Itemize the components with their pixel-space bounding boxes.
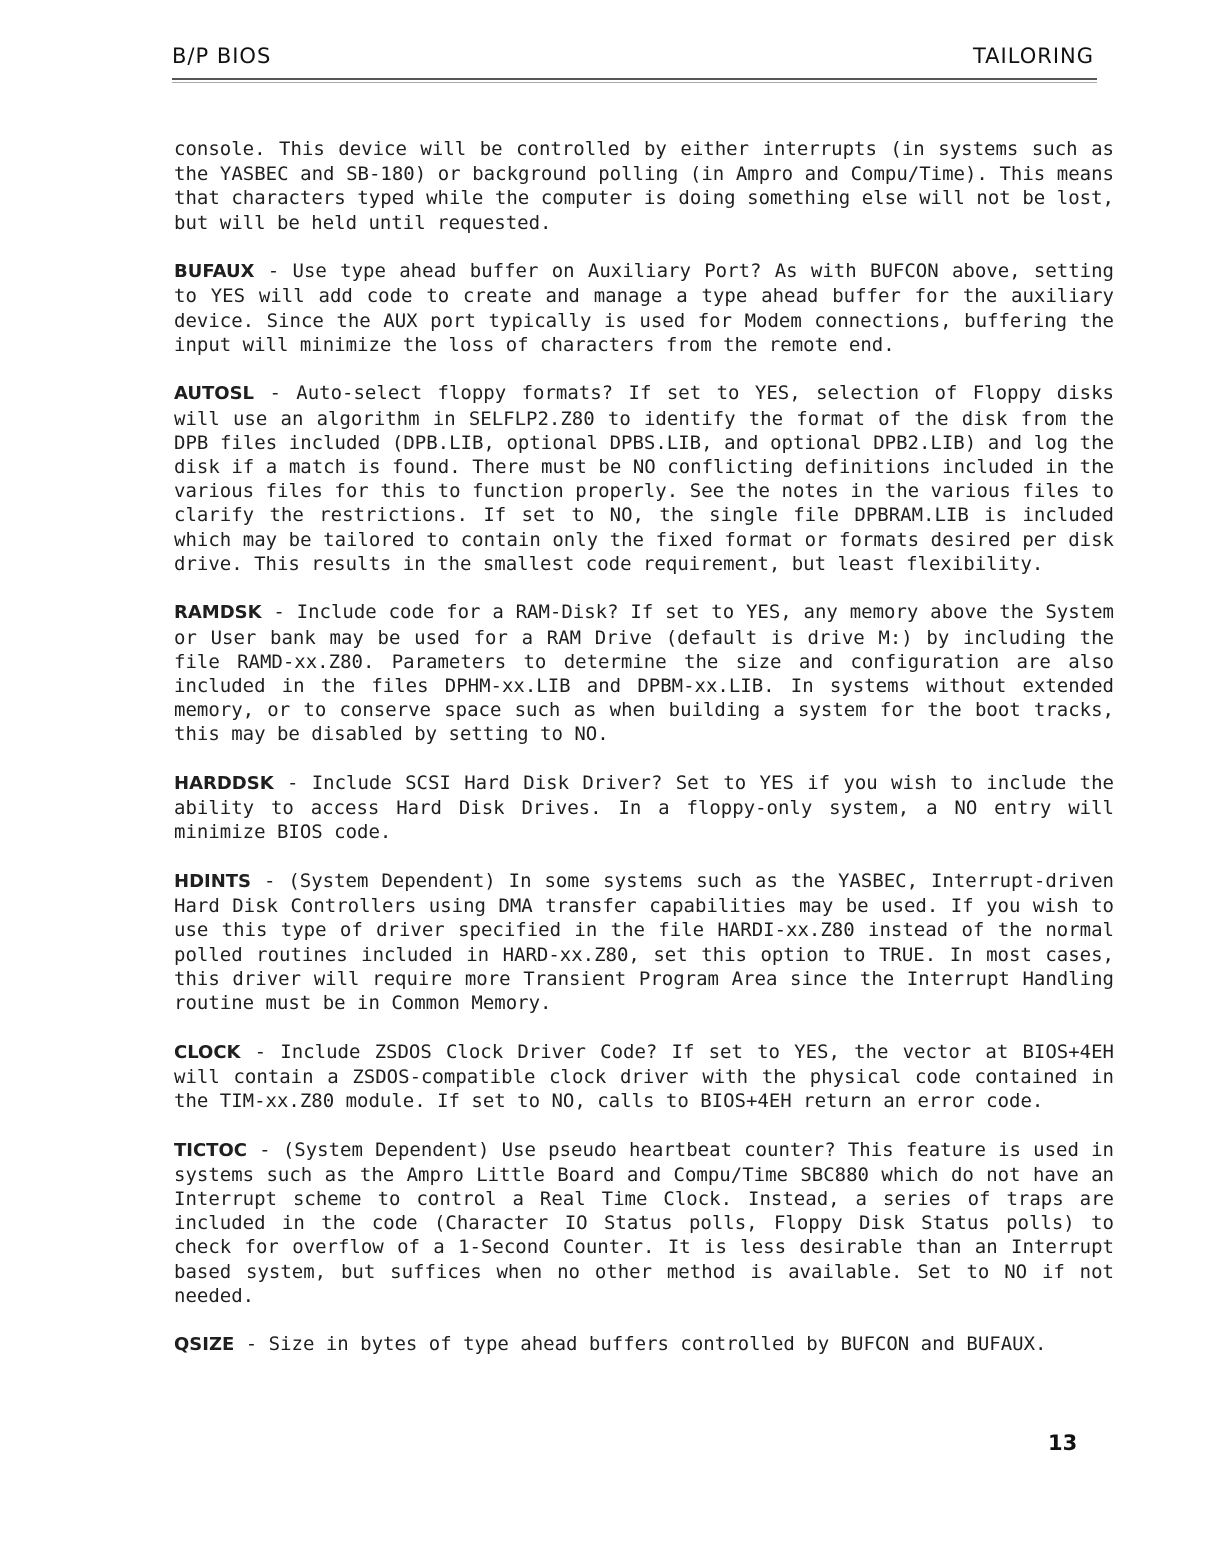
page-number: 13	[1048, 1431, 1078, 1455]
paragraph-harddsk	[174, 771, 1114, 845]
option-term-autosl: AUTOSL	[174, 383, 255, 405]
paragraph-autosl	[174, 381, 1114, 576]
paragraph-bufaux	[174, 259, 1114, 357]
paragraph-console-continuation	[174, 137, 1114, 235]
option-term-hdints: HDINTS	[174, 871, 252, 893]
header-title-right: TAILORING	[972, 44, 1094, 68]
option-term-harddsk: HARDDSK	[174, 773, 274, 795]
option-term-tictoc: TICTOC	[174, 1139, 247, 1161]
header-rule-secondary	[172, 82, 1097, 83]
header-title-left: B/P BIOS	[172, 44, 272, 68]
option-description-autosl: - Auto-select floppy formats? If set to YES, selection of Floppy disks will use an algorithm in SELFLP2.Z80 to identify the format of the disk from the DPB files included (DPB.LIB, optional DPBS.LIB, and optional DPB2.LIB) and log the disk if a match is found. There must be NO conflicting definitions included in the various files for this to function properly. See the notes in the various files to clarify the restrictions. If set to NO, the single file DPBRAM.LIB is included which may be tailored to contain only the fixed format or formats desired per disk drive. This results in the smallest code requirement, but least flexibility.	[174, 382, 1114, 575]
option-term-bufaux: BUFAUX	[174, 261, 255, 283]
option-term-qsize: QSIZE	[174, 1334, 235, 1356]
option-description-qsize: - Size in bytes of type ahead buffers controlled by BUFCON and BUFAUX.	[234, 1333, 1047, 1356]
option-description: console. This device will be controlled by either interrupts (in systems such as the YASBEC and SB-180) or background polling (in Ampro and Compu/Time). This means that characters typed while the computer is doing something else will not be lost, but will be held until requested.	[174, 138, 1114, 234]
paragraph-hdints	[174, 869, 1114, 1015]
option-description-ramdsk: - Include code for a RAM-Disk? If set to YES, any memory above the System or User bank may be used for a RAM Drive (default is drive M:) by including the file RAMD-xx.Z80. Parameters to determine the size and configuration are also included in the files DPHM-xx.LIB and DPBM-xx.LIB. In systems without extended memory, or to conserve space such as when building a system for the boot tracks, this may be disabled by setting to NO.	[174, 601, 1114, 746]
paragraph-qsize	[174, 1332, 1114, 1357]
option-description-hdints: - (System Dependent) In some systems such as the YASBEC, Interrupt-driven Hard Disk Controllers using DMA transfer capabilities may be used. If you wish to use this type of driver specified in the file HARDI-xx.Z80 instead of the normal polled routines included in HARD-xx.Z80, set this option to TRUE. In most cases, this driver will require more Transient Program Area since the Interrupt Handling routine must be in Common Memory.	[174, 870, 1114, 1015]
option-term-ramdsk: RAMDSK	[174, 602, 262, 624]
paragraph-clock	[174, 1040, 1114, 1114]
option-description-clock: - Include ZSDOS Clock Driver Code? If set to YES, the vector at BIOS+4EH will contain a ZSDOS-compatible clock driver with the physical code contained in the TIM-xx.Z80 module. If set to NO, calls to BIOS+4EH return an error code.	[174, 1040, 1114, 1113]
page-header	[172, 44, 1094, 74]
option-description-bufaux: - Use type ahead buffer on Auxiliary Port? As with BUFCON above, setting to YES will add code to create and manage a type ahead buffer for the auxiliary device. Since the AUX port typically is used for Modem connections, buffering the input will minimize the loss of characters from the remote end.	[174, 260, 1114, 356]
option-term-clock: CLOCK	[174, 1041, 241, 1063]
header-rule	[172, 78, 1097, 80]
option-description-harddsk: - Include SCSI Hard Disk Driver? Set to YES if you wish to include the ability to access Hard Disk Drives. In a floppy-only system, a NO entry will minimize BIOS code.	[174, 772, 1114, 844]
paragraph-ramdsk	[174, 600, 1114, 746]
option-description-tictoc: - (System Dependent) Use pseudo heartbeat counter? This feature is used in systems such as the Ampro Little Board and Compu/Time SBC880 which do not have an Interrupt scheme to control a Real Time Clock. Instead, a series of traps are included in the code (Character IO Status polls, Floppy Disk Status polls) to check for overflow of a 1-Second Counter. It is less desirable than an Interrupt based system, but suffices when no other method is available. Set to NO if not needed.	[174, 1138, 1114, 1307]
document-body	[174, 137, 1114, 1382]
paragraph-tictoc	[174, 1138, 1114, 1308]
